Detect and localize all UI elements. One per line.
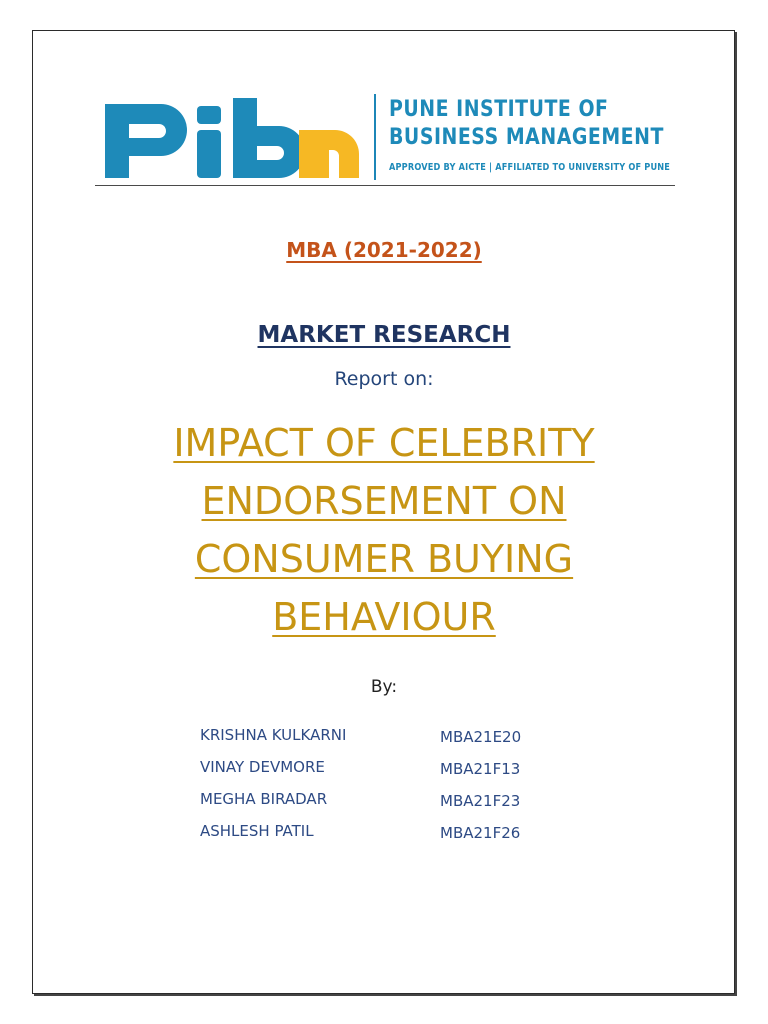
author-row	[200, 724, 600, 756]
report-title	[100, 414, 668, 646]
header-rule	[95, 185, 675, 186]
author-name: VINAY DEVMORE	[200, 758, 325, 776]
author-id: MBA21F13	[440, 760, 521, 778]
pibm-logo-icon	[103, 94, 361, 180]
author-name: ASHLESH PATIL	[200, 822, 314, 840]
author-id: MBA21F23	[440, 792, 521, 810]
author-row	[200, 788, 600, 820]
institute-name-line2: BUSINESS MANAGEMENT	[389, 125, 664, 150]
by-label: By:	[370, 677, 398, 697]
program-heading: MBA (2021-2022)	[286, 238, 482, 262]
author-id: MBA21F26	[440, 824, 521, 842]
report-title-line3: CONSUMER BUYING	[194, 537, 574, 581]
institute-header	[95, 86, 675, 188]
report-title-line1: IMPACT OF CELEBRITY	[173, 421, 595, 465]
author-id: MBA21E20	[440, 728, 522, 746]
author-row	[200, 820, 600, 852]
author-row	[200, 756, 600, 788]
institute-name	[389, 96, 709, 152]
institute-name-line1: PUNE INSTITUTE OF	[389, 97, 609, 122]
author-name: MEGHA BIRADAR	[200, 790, 328, 808]
report-title-line2: ENDORSEMENT ON	[201, 479, 567, 523]
report-on-label: Report on:	[334, 368, 434, 390]
subject-heading: MARKET RESEARCH	[257, 322, 511, 348]
logo-divider	[374, 94, 376, 180]
author-list	[200, 724, 600, 852]
author-name: KRISHNA KULKARNI	[200, 726, 347, 744]
institute-tagline: APPROVED BY AICTE | AFFILIATED TO UNIVERSITY OF PUNE	[389, 162, 671, 173]
report-title-line4: BEHAVIOUR	[272, 595, 496, 639]
